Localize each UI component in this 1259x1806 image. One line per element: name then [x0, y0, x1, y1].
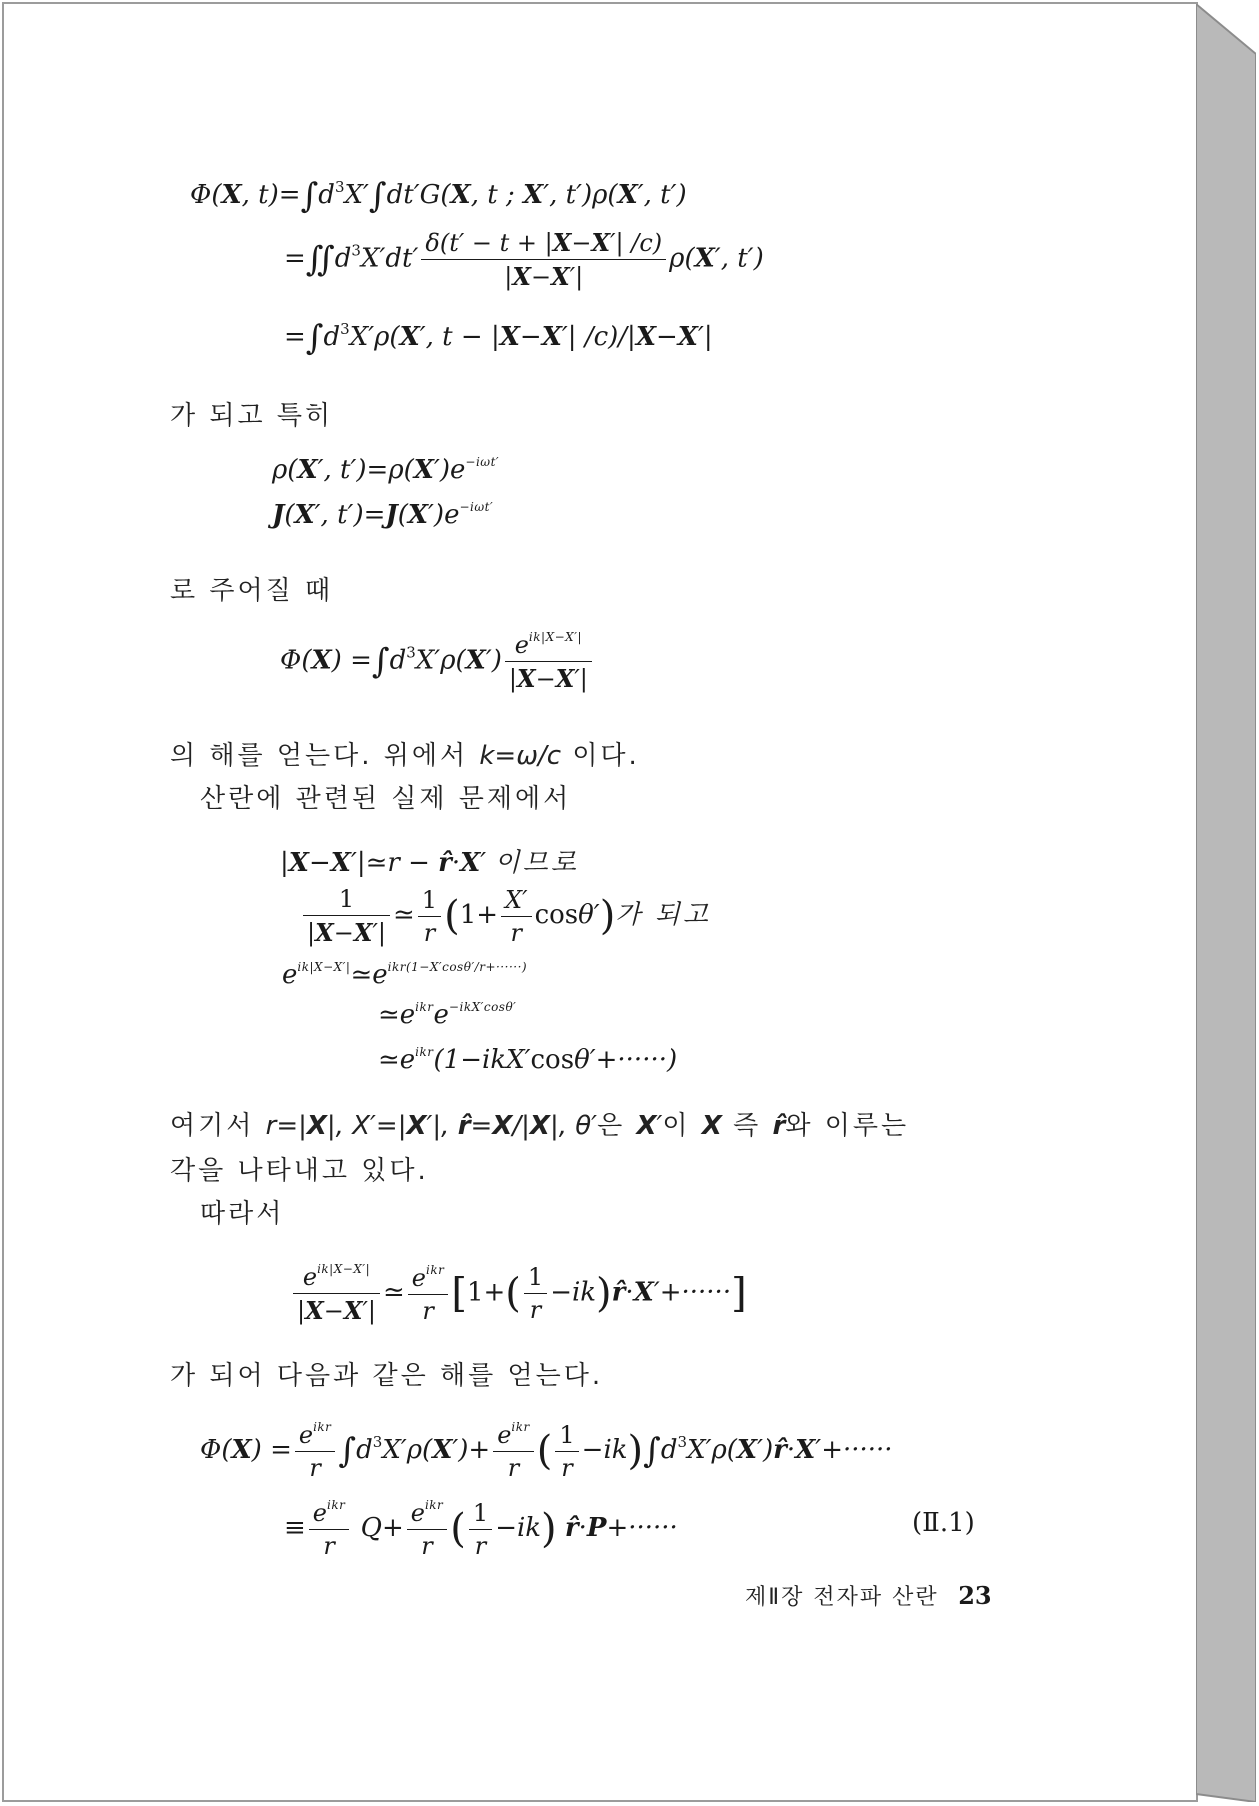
paragraph-text: 산란에 관련된 실제 문제에서 — [200, 784, 572, 814]
chapter-title: 제Ⅱ장 전자파 산란 — [745, 1585, 939, 1610]
paragraph-text: 가 되고 특히 — [170, 401, 334, 431]
equation-j-harmonic: J(X′, $t')=J(X')e^{-i\omega t'}$ — [272, 500, 494, 530]
page-number: 23 — [958, 1581, 992, 1610]
equation-distance-approx: |X−X′|≃r − r̂·X′ 이므로 — [280, 848, 579, 878]
equation-phi-integral-line1: Φ(X, $t)=\int d^3X'\int dt'G(X$, t ; X′, t′)ρ(X′, t′) — [190, 176, 687, 216]
paragraph-text: 따라서 — [200, 1199, 285, 1229]
paragraph-text: 로 주어질 때 — [170, 576, 334, 606]
equation-multipole-line1: Φ(X) = $\frac{e^{ikr}}{r}$ $\int d^3X'\rho(X')+$ $\frac{e^{ikr}}{r}$ ( $\frac{1}{r}$ $-ik)\int d^3X'\rho(X')r̂\cdot X'+\cdot\cdot\cdot\cdot\cdot\cdot$ — [200, 1420, 893, 1482]
paragraph-text: 여기서 r=|X|, X′=|X′|, r̂=X/|X|, θ′은 X′이 X 즉 r̂와 이루는 — [170, 1111, 910, 1141]
paragraph-text: 가 되어 다음과 같은 해를 얻는다. — [170, 1361, 604, 1391]
paragraph-text: 의 해를 얻는다. 위에서 k=ω/c 이다. — [170, 741, 640, 771]
paragraph-text: 각을 나타내고 있다. — [170, 1156, 429, 1186]
equation-phase-approx-line2: $≃e^{ikr}e^{-ikX'cos\theta'}$ — [378, 1000, 517, 1030]
page-footer — [745, 1580, 992, 1611]
equation-phi-solution: $\Phi(X) =\int d^3X'\rho(X')$ $\frac{e^{ik|X-X'|}}{|X-X'|}$ — [280, 630, 595, 693]
equation-phase-approx-line1: $e^{ik|X-X'|}≃e^{ikr(1-X'cos\theta'/r+\cdot\cdot\cdot\cdot\cdot\cdot)}$ — [282, 960, 528, 990]
equation-inverse-distance-approx: $\frac{1}{|X-X'|}$ ≃ $\frac{1}{r}$ (1+ $\frac{X'}{r}$ cosθ′)가 되고 — [300, 885, 711, 947]
equation-green-expansion: $\frac{e^{ik|X-X'|}}{|X-X'|}$ ≃ $\frac{e^{ikr}}{r}$ [1+( $\frac{1}{r}$ −ik)r̂·X′+······] — [290, 1262, 747, 1325]
equation-phi-integral-line2: $=∬d^3X'dt'$ $\frac{\delta(t' - t + |X-X'| /c)}{|X-X'|}$ ρ(X′, t′) — [284, 228, 764, 291]
equation-phi-integral-line3: $=\int d^3X'\rho(X'$, t − |X−X′| /c)/|X−X′| — [284, 318, 713, 358]
equation-phase-approx-line3: $≃e^{ikr}(1-ikX'\cos\theta'+\cdot\cdot\cdot\cdot\cdot\cdot)$ — [378, 1045, 678, 1075]
equation-multipole-line2: ≡ $\frac{e^{ikr}}{r}$ Q+ $\frac{e^{ikr}}{r}$ ( $\frac{1}{r}$ −ik) r̂·P+······ — [284, 1498, 678, 1560]
page-edge-shadow — [1196, 4, 1256, 1802]
equation-number: (Ⅱ.1) — [912, 1508, 975, 1538]
equation-rho-harmonic: ρ(X′, $t')=\rho(X')e^{-i\omega t'}$ — [272, 455, 500, 485]
